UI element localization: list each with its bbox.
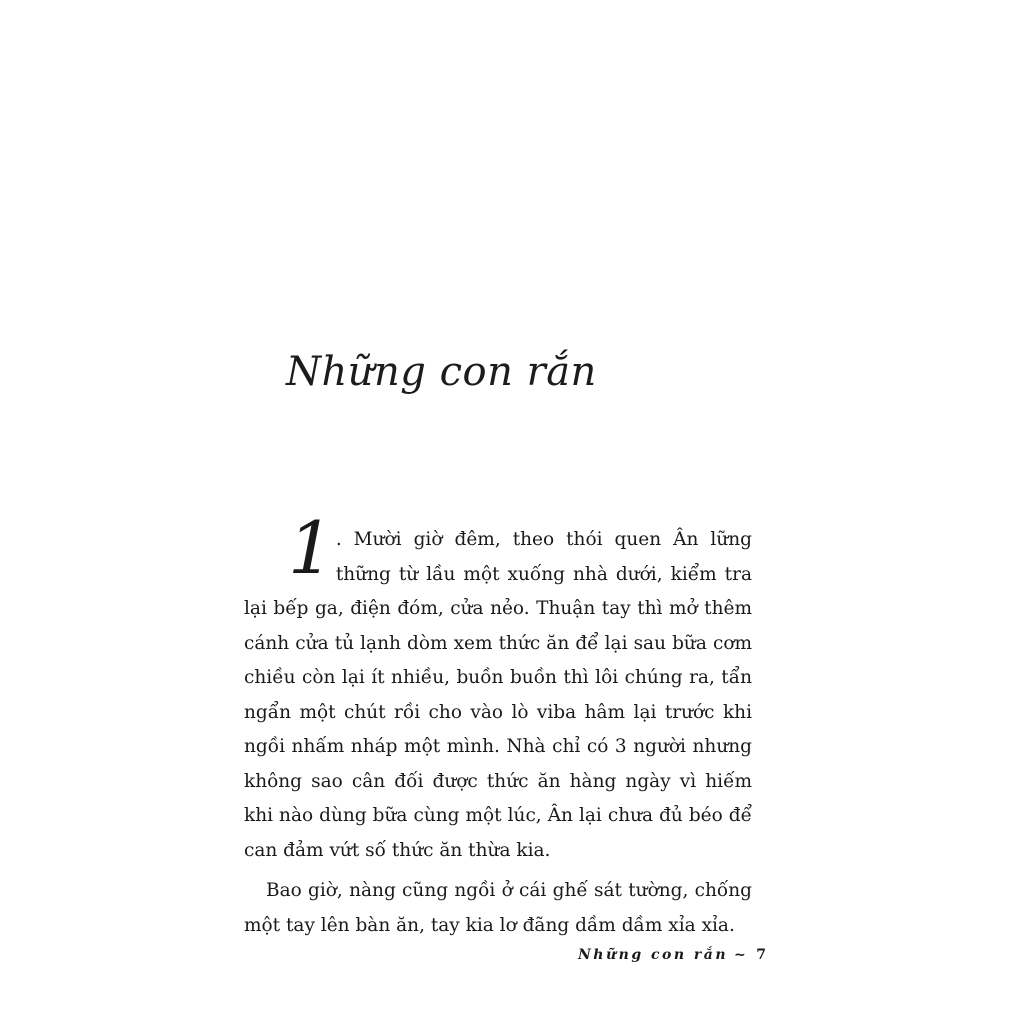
chapter-title: Những con rắn: [286, 349, 597, 395]
footer-separator: ~: [734, 947, 749, 963]
footer-title: Những con rắn: [578, 947, 729, 963]
running-footer: [578, 947, 769, 963]
paragraph-1: . Mười giờ đêm, theo thói quen Ân lững thững từ lầu một xuống nhà dưới, kiểm tra lại bếp ga, điện đóm, cửa nẻo. Thuận tay thì mở thêm cánh cửa tủ lạnh dòm xem thức ăn để lại sau bữa cơm chiều còn lại ít nhiều, buồn buồn thì lôi chúng ra, tẩn ngẩn một chút rồi cho vào lò viba hâm lại trước khi ngồi nhấm nháp một mình. Nhà chỉ có 3 người nhưng không sao cân đối được thức ăn hàng ngày vì hiếm khi nào dùng bữa cùng một lúc, Ân lại chưa đủ béo để can đảm vứt số thức ăn thừa kia.: [244, 529, 752, 861]
chapter-body: [244, 506, 752, 943]
page-number: 7: [756, 947, 769, 963]
paragraph-2: Bao giờ, nàng cũng ngồi ở cái ghế sát tường, chống một tay lên bàn ăn, tay kia lơ đãng dầm dầm xỉa xỉa.: [244, 880, 752, 936]
drop-cap: 1: [288, 506, 334, 590]
